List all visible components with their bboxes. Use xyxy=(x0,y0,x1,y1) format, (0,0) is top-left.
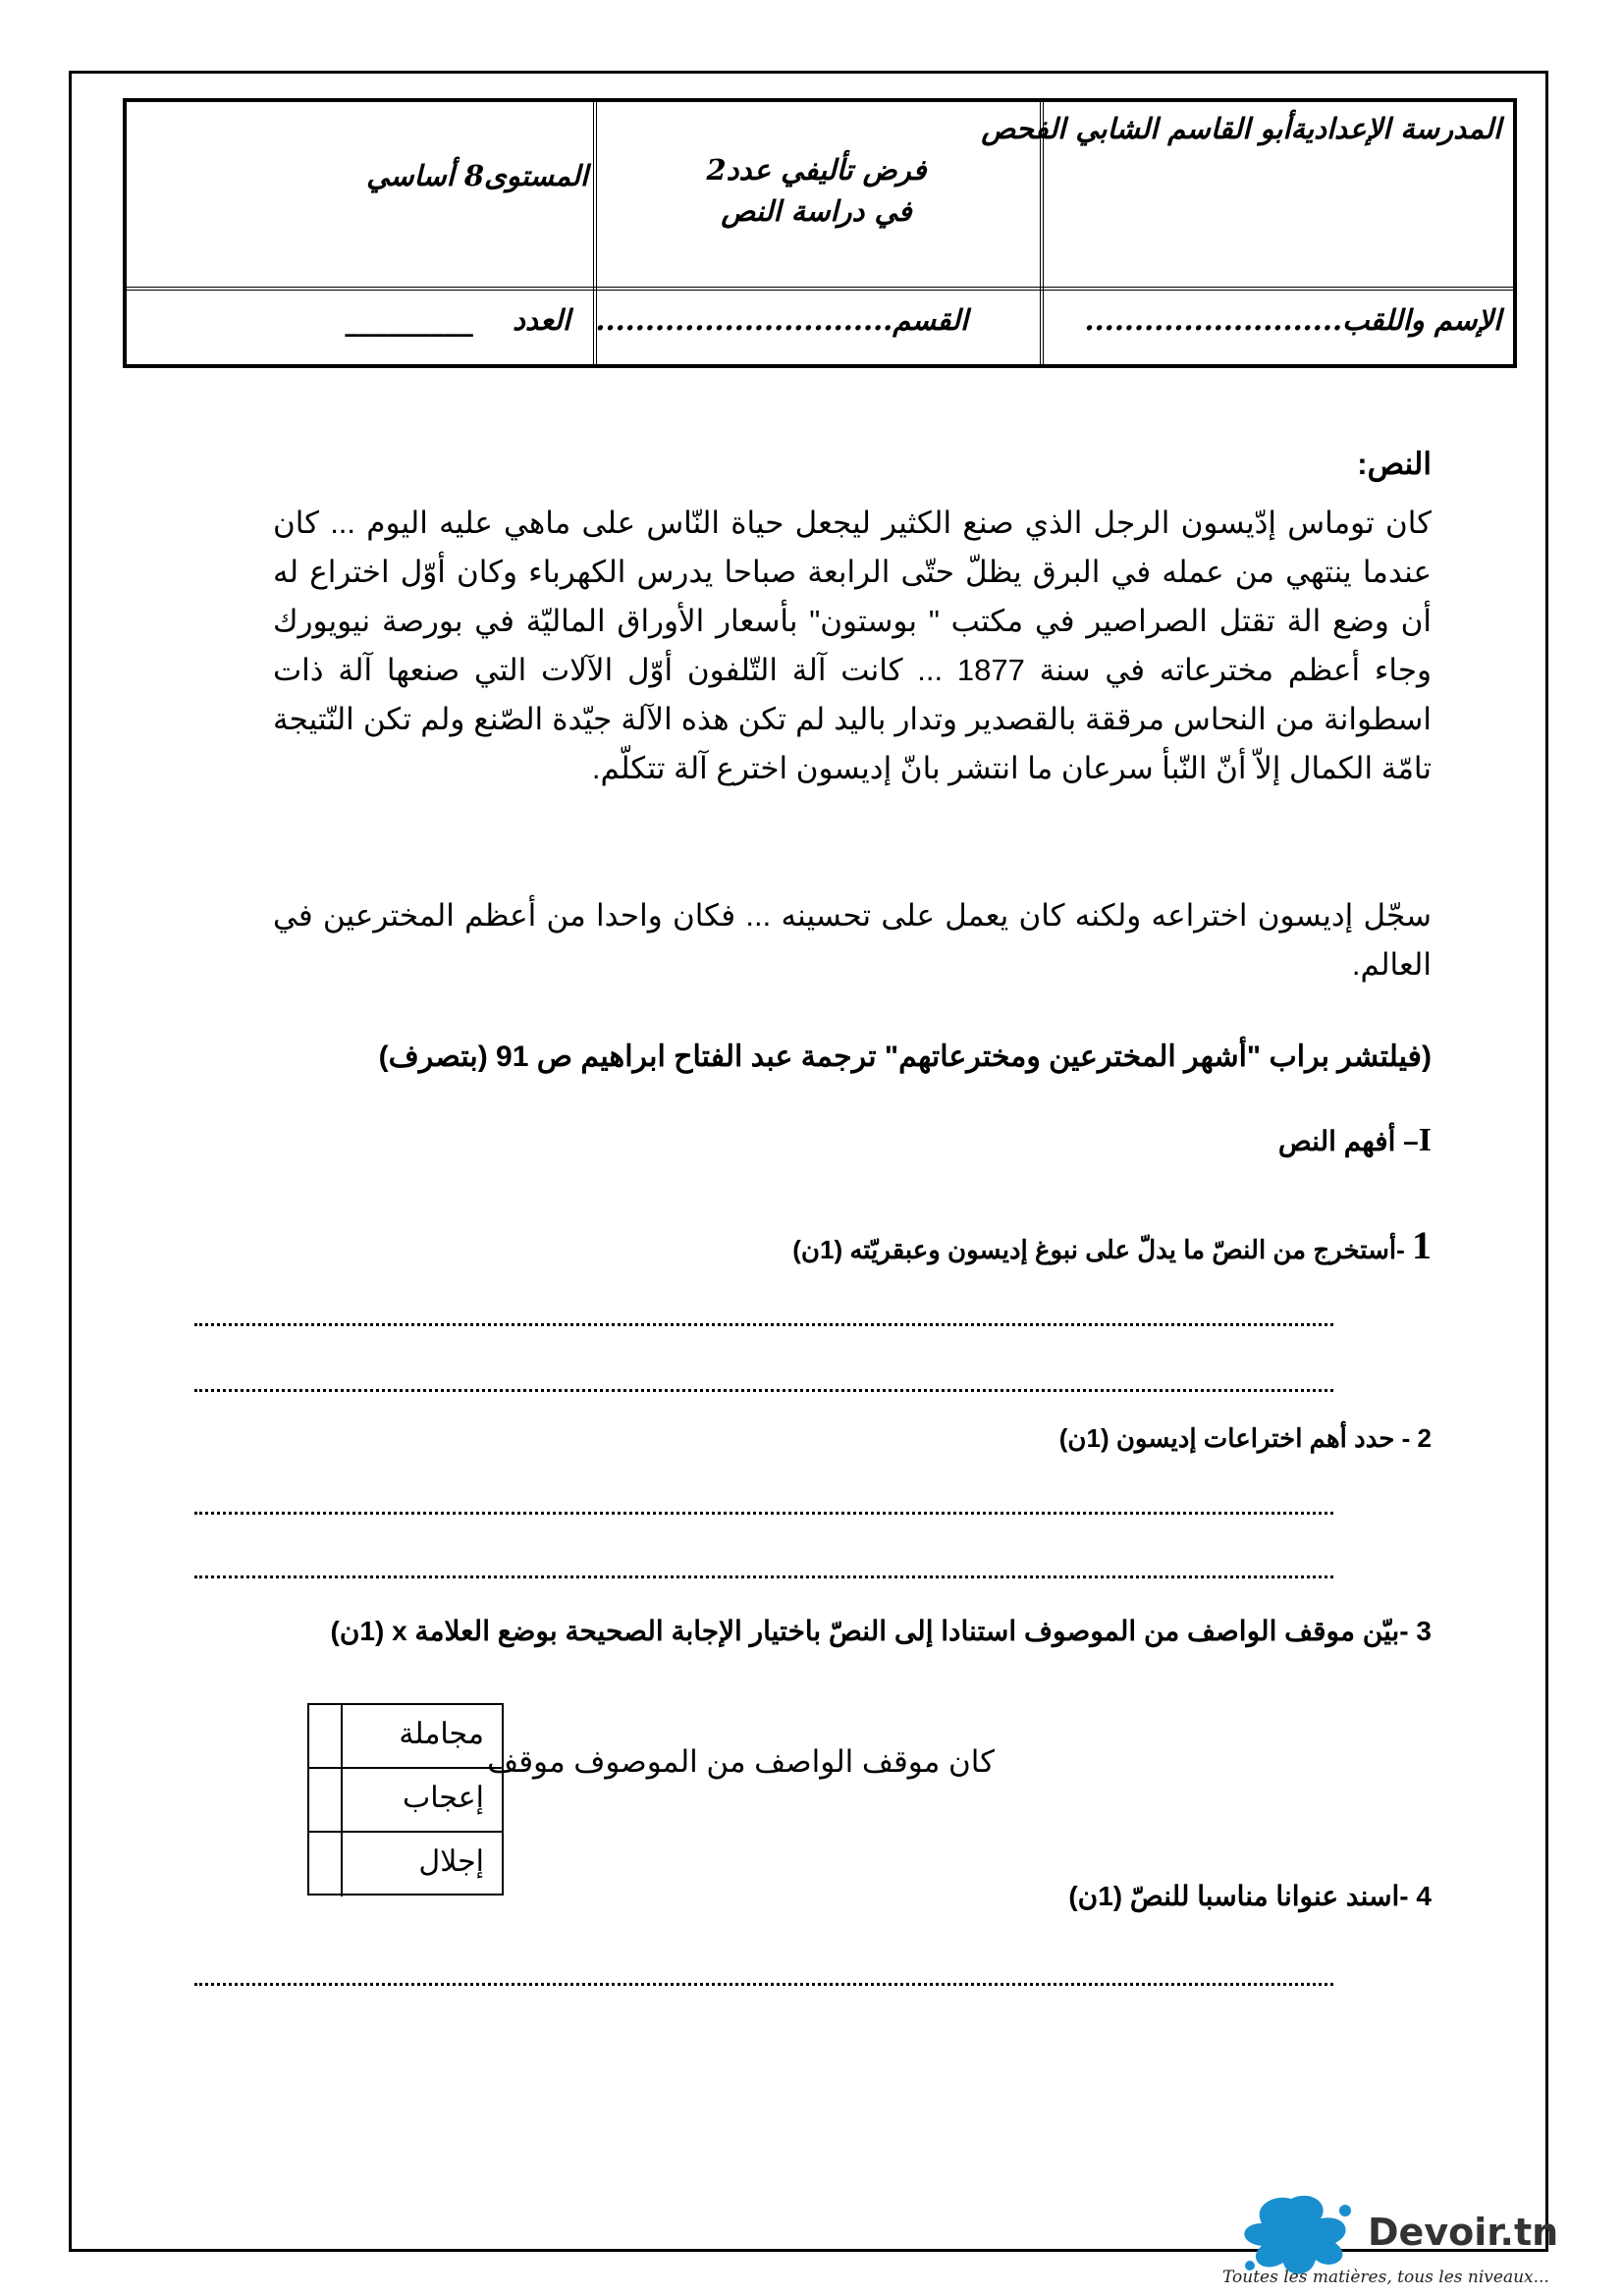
checkbox[interactable] xyxy=(309,1769,343,1831)
choice-row: مجاملة xyxy=(309,1705,502,1769)
header-divider xyxy=(127,287,1513,291)
choice-row: إعجاب xyxy=(309,1769,502,1833)
logo-tagline: Toutes les matières, tous les niveaux... xyxy=(1222,2268,1549,2287)
level: المستوى8 أساسي xyxy=(366,159,588,192)
page-frame xyxy=(69,71,1548,2252)
question-1: 1 -أستخرج من النصّ ما يدلّ على نبوغ إديسون وعبقريّته (1ن) xyxy=(792,1223,1432,1267)
devoir-logo[interactable] xyxy=(1222,2189,1615,2292)
answer-line[interactable] xyxy=(194,1323,1333,1326)
school-name: المدرسة الإعداديةأبو القاسم الشابي الفحص xyxy=(981,112,1501,145)
question-2: 2 - حدد أهم اختراعات إديسون (1ن) xyxy=(1058,1423,1432,1453)
q3-prompt: كان موقف الواصف من الموصوف موقف xyxy=(487,1744,995,1779)
passage-source: (فيلتشر براب "أشهر المخترعين ومخترعاتهم" ترجمة عبد الفتاح ابراهيم ص 91 (بتصرف) xyxy=(378,1041,1432,1073)
q3-choices-table xyxy=(307,1703,504,1896)
question-4: 4 -اسند عنوانا مناسبا للنصّ (1ن) xyxy=(1068,1881,1432,1911)
answer-line[interactable] xyxy=(194,1575,1333,1578)
checkbox[interactable] xyxy=(309,1705,343,1767)
exam-title: فرض تأليفي عدد2 في دراسة النص xyxy=(706,153,927,228)
question-3: 3 -بيّن موقف الواصف من الموصوف استنادا إلى النصّ باختيار الإجابة الصحيحة بوضع العلامة x (1ن) xyxy=(330,1616,1432,1646)
answer-line[interactable] xyxy=(194,1389,1333,1392)
answer-line[interactable] xyxy=(194,1983,1333,1986)
passage-paragraph: سجّل إديسون اختراعه ولكنه كان يعمل على تحسينه ... فكان واحدا من أعظم المخترعين في العالم. xyxy=(273,898,1432,982)
header-table xyxy=(123,98,1517,368)
grade-field[interactable]: العدد _________ xyxy=(345,303,570,337)
logo-brand: Devoir.tn xyxy=(1368,2211,1559,2254)
passage-paragraph: كان توماس إدّيسون الرجل الذي صنع الكثير ليجعل حياة النّاس على ماهي عليه اليوم ... كان عندما ينتهي من عمله في البرق يظلّ حتّى الرابعة صباحا يدرس الكهرباء وكان أوّل اختراع له أن وضع الة تقتل الصراصير في مكتب " بوستون" بأسعار الأوراق الماليّة في بورصة نيويورك وجاء أعظم مخترعاته في سنة 1877 ... كانت آلة التّلفون أوّل الآلات التي صنعها آلة ذات اسطوانة من النحاس مرققة بالقصدير وتدار باليد لم تكن هذه الآلة جيّدة الصّنع ولم تكن النّتيجة تامّة الكمال إلاّ أنّ النّبأ سرعان ما انتشر بانّ إديسون اخترع آلة تتكلّم. xyxy=(273,506,1433,785)
checkbox[interactable] xyxy=(309,1833,343,1896)
class-field[interactable]: القسم.............................. xyxy=(595,303,968,337)
name-field[interactable]: الإسم واللقب.......................... xyxy=(1084,303,1501,337)
section-title: I– أفهم النص xyxy=(1277,1122,1432,1158)
answer-line[interactable] xyxy=(194,1512,1333,1515)
choice-row: إجلال xyxy=(309,1833,502,1896)
passage-label: النص: xyxy=(1357,447,1432,481)
